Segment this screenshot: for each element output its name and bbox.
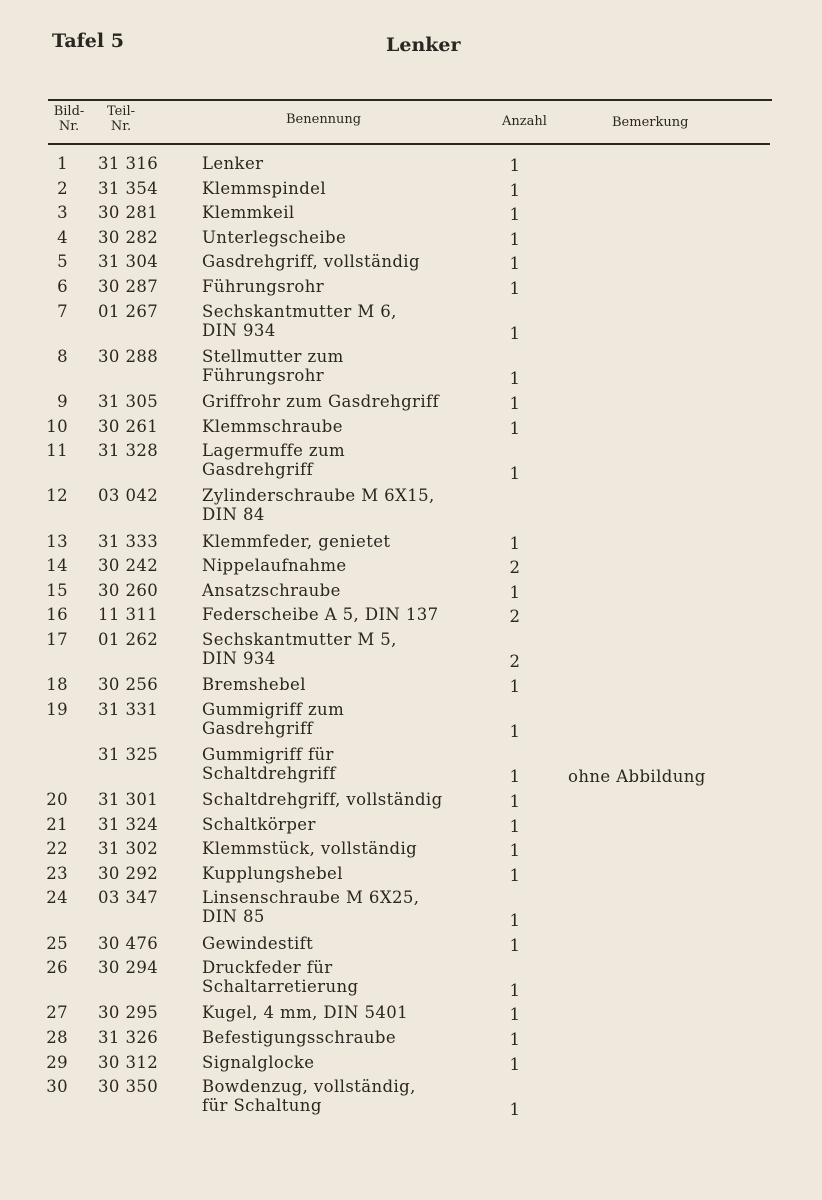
bemerkung-cell: ohne Abbildung	[568, 767, 706, 787]
table-row	[0, 958, 822, 1003]
bild-nr-cell: 25	[46, 933, 68, 953]
bild-nr-cell: 1	[57, 154, 68, 173]
benennung-line: Klemmkeil	[202, 203, 295, 223]
table-row	[0, 700, 822, 745]
table-row	[0, 605, 822, 630]
benennung-cell	[202, 154, 502, 173]
benennung-cell	[202, 934, 502, 953]
header-rule-bottom	[48, 143, 770, 145]
benennung-line: Ansatzschraube	[202, 580, 341, 600]
bild-nr-cell: 27	[46, 1003, 68, 1023]
benennung-cell	[202, 556, 502, 575]
teil-nr-cell: 31 304	[98, 252, 159, 272]
table-row	[0, 1003, 822, 1028]
benennung-cell	[202, 252, 502, 271]
benennung-cell	[202, 302, 502, 340]
teil-nr-cell: 31 305	[98, 391, 159, 411]
teil-nr-cell: 30 282	[98, 227, 159, 247]
benennung-cell	[202, 864, 502, 883]
anzahl-cell: 1	[509, 582, 521, 602]
benennung-cell	[202, 1077, 502, 1115]
anzahl-cell: 1	[509, 722, 521, 742]
teil-nr-cell: 30 256	[98, 675, 159, 695]
anzahl-cell: 1	[509, 792, 521, 812]
table-row	[0, 745, 822, 790]
anzahl-cell: 1	[509, 254, 521, 274]
benennung-line: Gasdrehgriff	[202, 718, 314, 738]
teil-nr-cell: 11 311	[98, 605, 159, 625]
benennung-line: Befestigungsschraube	[202, 1027, 396, 1047]
bild-nr-cell: 6	[57, 276, 68, 296]
table-row	[0, 417, 822, 442]
benennung-cell	[202, 958, 502, 996]
header-rule-top	[48, 99, 772, 101]
bild-nr-cell: 14	[46, 556, 68, 576]
bild-nr-cell: 7	[57, 301, 68, 321]
bild-nr-cell: 17	[46, 629, 68, 649]
benennung-cell	[202, 790, 502, 809]
benennung-cell	[202, 675, 502, 694]
anzahl-cell: 2	[509, 652, 521, 672]
benennung-cell	[202, 392, 502, 411]
benennung-line: DIN 934	[202, 648, 276, 668]
bild-nr-cell: 3	[57, 203, 68, 223]
table-row	[0, 1053, 822, 1078]
table-row	[0, 864, 822, 889]
teil-nr-cell: 30 294	[98, 958, 159, 978]
benennung-line: Stellmutter zum	[202, 346, 344, 366]
anzahl-cell: 1	[509, 841, 521, 861]
anzahl-cell: 1	[509, 816, 521, 836]
benennung-cell	[202, 203, 502, 222]
anzahl-cell: 1	[509, 369, 521, 389]
column-header-bemerkung: Bemerkung	[612, 115, 689, 130]
benennung-line: Sechskantmutter M 5,	[202, 629, 397, 649]
benennung-line: Zylinderschraube M 6X15,	[202, 486, 435, 506]
table-row	[0, 839, 822, 864]
teil-nr-cell: 31 354	[98, 178, 159, 198]
anzahl-cell: 2	[509, 558, 521, 578]
anzahl-cell: 1	[509, 980, 521, 1000]
benennung-line: Gummigriff für	[202, 744, 334, 764]
column-header-benennung: Benennung	[286, 112, 362, 127]
anzahl-cell: 1	[509, 1029, 521, 1049]
benennung-line: Kupplungshebel	[202, 863, 343, 883]
benennung-line: Klemmspindel	[202, 178, 326, 198]
table-row	[0, 179, 822, 204]
benennung-line: Linsenschraube M 6X25,	[202, 888, 420, 908]
benennung-cell	[202, 532, 502, 551]
teil-nr-cell: 30 292	[98, 863, 159, 883]
benennung-line: Signalglocke	[202, 1052, 315, 1072]
benennung-cell	[202, 605, 502, 624]
table-row	[0, 790, 822, 815]
teil-nr-cell: 30 281	[98, 203, 159, 223]
teil-nr-cell: 03 042	[98, 486, 159, 506]
benennung-line: DIN 85	[202, 907, 265, 927]
teil-nr-cell: 03 347	[98, 888, 159, 908]
bild-nr-cell: 9	[57, 391, 68, 411]
benennung-line: Klemmfeder, genietet	[202, 531, 391, 551]
bild-nr-cell: 26	[46, 958, 68, 978]
anzahl-cell: 2	[509, 607, 521, 627]
benennung-line: Klemmschraube	[202, 416, 343, 436]
parts-table-body	[0, 154, 822, 1122]
benennung-line: Klemmstück, vollständig	[202, 839, 418, 859]
table-row	[0, 154, 822, 179]
table-row	[0, 1028, 822, 1053]
anzahl-cell: 1	[509, 418, 521, 438]
benennung-line: Unterlegscheibe	[202, 227, 347, 247]
bild-nr-cell: 12	[46, 486, 68, 506]
benennung-cell	[202, 581, 502, 600]
teil-nr-cell: 31 331	[98, 699, 159, 719]
benennung-line: Nippelaufnahme	[202, 556, 347, 576]
bild-nr-cell: 11	[46, 441, 68, 461]
benennung-line: Schaltkörper	[202, 814, 316, 834]
bild-nr-cell: 8	[57, 346, 68, 366]
bild-nr-cell: 15	[46, 580, 68, 600]
table-row	[0, 1077, 822, 1122]
benennung-line: Bremshebel	[202, 675, 306, 695]
bild-nr-cell: 20	[46, 790, 68, 810]
anzahl-cell: 1	[509, 205, 521, 225]
column-header-bild-nr: Bild- Nr.	[53, 104, 85, 134]
anzahl-cell: 1	[509, 865, 521, 885]
teil-nr-cell: 31 326	[98, 1027, 159, 1047]
benennung-cell	[202, 347, 502, 385]
benennung-cell	[202, 1028, 502, 1047]
table-row	[0, 441, 822, 486]
plate-number: Tafel 5	[52, 30, 124, 52]
table-row	[0, 630, 822, 675]
bild-nr-cell: 24	[46, 888, 68, 908]
table-row	[0, 934, 822, 959]
teil-nr-cell: 31 301	[98, 790, 159, 810]
benennung-line: Kugel, 4 mm, DIN 5401	[202, 1003, 409, 1023]
benennung-line: für Schaltung	[202, 1096, 322, 1116]
table-row	[0, 347, 822, 392]
benennung-line: Schaltdrehgriff	[202, 763, 336, 783]
teil-nr-cell: 31 302	[98, 839, 159, 859]
anzahl-cell: 1	[509, 156, 521, 175]
column-header-anzahl: Anzahl	[502, 114, 547, 129]
bild-nr-cell: 13	[46, 531, 68, 551]
table-row	[0, 532, 822, 557]
table-row	[0, 252, 822, 277]
benennung-line: Schaltdrehgriff, vollständig	[202, 790, 443, 810]
benennung-cell	[202, 441, 502, 479]
teil-nr-cell: 31 328	[98, 441, 159, 461]
benennung-line: Schaltarretierung	[202, 977, 359, 997]
benennung-cell	[202, 888, 502, 926]
page-title: Lenker	[386, 34, 461, 56]
benennung-cell	[202, 417, 502, 436]
anzahl-cell: 1	[509, 1054, 521, 1074]
benennung-line: Führungsrohr	[202, 276, 325, 296]
bild-nr-cell: 22	[46, 839, 68, 859]
teil-nr-cell: 30 476	[98, 933, 159, 953]
anzahl-cell: 1	[509, 1099, 521, 1119]
benennung-line: Gummigriff zum	[202, 699, 345, 719]
anzahl-cell: 1	[509, 393, 521, 413]
benennung-line: DIN 934	[202, 320, 276, 340]
benennung-cell	[202, 630, 502, 668]
teil-nr-cell: 01 262	[98, 629, 159, 649]
teil-nr-cell: 30 260	[98, 580, 159, 600]
table-row	[0, 277, 822, 302]
bild-nr-cell: 29	[46, 1052, 68, 1072]
teil-nr-cell: 30 312	[98, 1052, 159, 1072]
table-row	[0, 228, 822, 253]
benennung-line: Lenker	[202, 154, 264, 173]
anzahl-cell: 1	[509, 935, 521, 955]
bild-nr-cell: 2	[57, 178, 68, 198]
benennung-cell	[202, 228, 502, 247]
teil-nr-cell: 31 324	[98, 814, 159, 834]
bild-nr-cell: 16	[46, 605, 68, 625]
teil-nr-cell: 30 288	[98, 346, 159, 366]
teil-nr-cell: 30 350	[98, 1077, 159, 1097]
benennung-cell	[202, 486, 502, 524]
table-row	[0, 675, 822, 700]
teil-nr-cell: 30 242	[98, 556, 159, 576]
anzahl-cell: 1	[509, 1005, 521, 1025]
benennung-cell	[202, 179, 502, 198]
benennung-line: Führungsrohr	[202, 365, 325, 385]
teil-nr-cell: 30 261	[98, 416, 159, 436]
teil-nr-cell: 31 316	[98, 154, 159, 173]
anzahl-cell: 1	[509, 324, 521, 344]
bild-nr-cell: 5	[57, 252, 68, 272]
anzahl-cell: 1	[509, 911, 521, 930]
benennung-line: Federscheibe A 5, DIN 137	[202, 605, 439, 625]
bild-nr-cell: 18	[46, 675, 68, 695]
benennung-cell	[202, 1053, 502, 1072]
benennung-line: Gewindestift	[202, 933, 314, 953]
anzahl-cell: 1	[509, 180, 521, 200]
table-row	[0, 392, 822, 417]
anzahl-cell: 1	[509, 278, 521, 298]
benennung-cell	[202, 700, 502, 738]
table-row	[0, 556, 822, 581]
column-header-teil-nr: Teil- Nr.	[106, 104, 136, 134]
bild-nr-cell: 10	[46, 416, 68, 436]
table-row	[0, 581, 822, 606]
teil-nr-cell: 31 333	[98, 531, 159, 551]
anzahl-cell: 1	[509, 229, 521, 249]
anzahl-cell: 1	[509, 767, 521, 787]
teil-nr-cell: 31 325	[98, 744, 159, 764]
benennung-line: Gasdrehgriff	[202, 460, 314, 480]
anzahl-cell: 1	[509, 677, 521, 697]
bild-nr-cell: 21	[46, 814, 68, 834]
benennung-line: Lagermuffe zum	[202, 441, 346, 461]
table-row	[0, 486, 822, 531]
benennung-line: DIN 84	[202, 505, 265, 525]
bild-nr-cell: 28	[46, 1027, 68, 1047]
benennung-cell	[202, 839, 502, 858]
table-row	[0, 888, 822, 933]
teil-nr-cell: 01 267	[98, 301, 159, 321]
table-row	[0, 815, 822, 840]
benennung-line: Druckfeder für	[202, 958, 333, 978]
benennung-cell	[202, 745, 502, 783]
anzahl-cell: 1	[509, 533, 521, 553]
benennung-line: Griffrohr zum Gasdrehgriff	[202, 391, 440, 411]
bild-nr-cell: 19	[46, 699, 68, 719]
teil-nr-cell: 30 287	[98, 276, 159, 296]
benennung-cell	[202, 815, 502, 834]
bild-nr-cell: 23	[46, 863, 68, 883]
table-row	[0, 302, 822, 347]
table-row	[0, 203, 822, 228]
anzahl-cell: 1	[509, 463, 521, 483]
teil-nr-cell: 30 295	[98, 1003, 159, 1023]
benennung-cell	[202, 1003, 502, 1022]
benennung-line: Gasdrehgriff, vollständig	[202, 252, 420, 272]
bild-nr-cell: 4	[57, 227, 68, 247]
benennung-line: Bowdenzug, vollständig,	[202, 1077, 416, 1097]
bild-nr-cell: 30	[46, 1077, 68, 1097]
benennung-cell	[202, 277, 502, 296]
benennung-line: Sechskantmutter M 6,	[202, 301, 397, 321]
